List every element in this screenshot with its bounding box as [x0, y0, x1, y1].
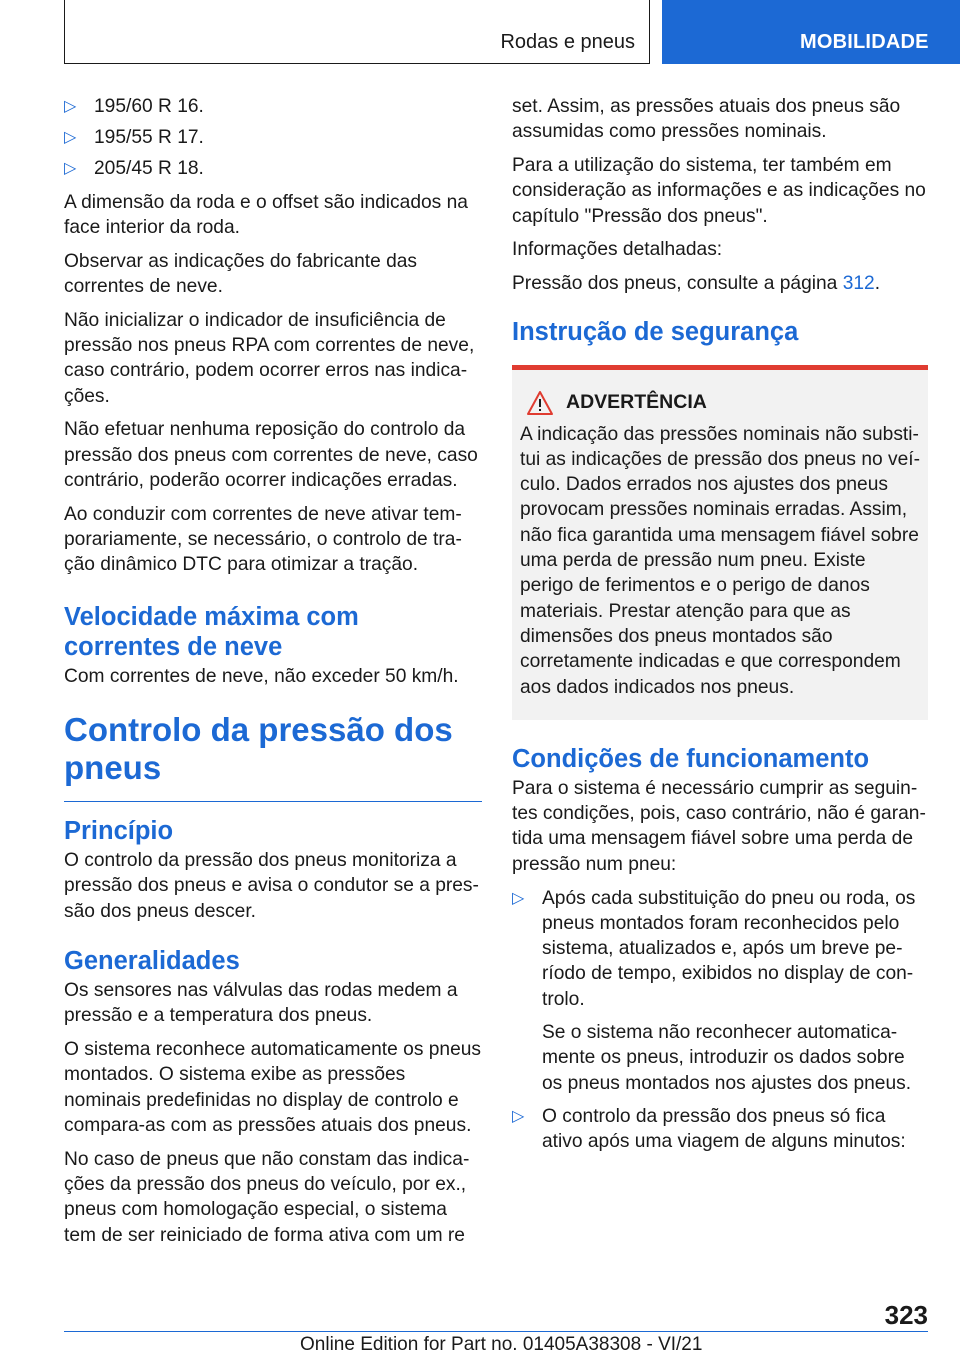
general-heading: Generalidades [64, 946, 240, 975]
paragraph: Não inicializar o indicador de insuficiência de pressão nos pneus RPA com correntes de neve, caso contrário, podem ocorrer erros nas indicações. [64, 309, 475, 407]
page-link[interactable]: 312 [842, 273, 875, 295]
paragraph: Os sensores nas válvulas das rodas medem a pressão e a temperatura dos pneus. [64, 979, 458, 1027]
paragraph: Para o sistema é necessário cumprir as seguintes condições, pois, caso contrário, não é garantida uma mensagem fiável sobre uma perda de pressão num pneu: [512, 777, 926, 875]
paragraph: Com correntes de neve, não exceder 50 km/h. [64, 665, 459, 687]
paragraph: Observar as indicações do fabricante das correntes de neve. [64, 250, 418, 297]
footer-divider [64, 1331, 928, 1332]
triangle-bullet-icon: ▷ [512, 889, 525, 907]
paragraph: Para a utilização do sistema, ter também em consideração as informações e as indicações no capítulo "Pressão dos pneus". [512, 155, 926, 227]
page-reference: Pressão dos pneus, consulte a página 312. [512, 273, 881, 295]
conditions-heading: Condições de funcionamento [512, 744, 870, 773]
main-section-heading: Controlo da pressão dos pneus [64, 711, 482, 802]
chapter-tab: MOBILIDADE [662, 0, 960, 64]
paragraph: Ao conduzir com correntes de neve ativar temporariamente, se necessário, o controlo de tração dinâmico DTC para otimizar a tração. [64, 503, 462, 576]
left-column [64, 94, 482, 1256]
safety-heading: Instrução de segurança [512, 317, 799, 346]
warning-text: A indicação das pressões nominais não substitui as indicações de pressão dos pneus no veículo. Dados errados nos ajustes dos pneus provocam pressões nominais erradas. Assim, não fica garantida uma mensagem fiável sobre uma perda de pressão num pneu. Existe perigo de ferimentos e o perigo de danos materiais. Prestar atenção para que as dimensões dos pneus montados são corretamente indicadas e que correspondem aos dados indicados nos pneus. [520, 423, 920, 698]
warning-box [512, 365, 928, 720]
section-title: Rodas e pneus [500, 31, 635, 53]
paragraph: set. Assim, as pressões atuais dos pneus são assumidas como pressões nominais. [512, 96, 901, 143]
list-item: ▷ O controlo da pressão dos pneus só fica ativo após uma viagem de alguns minutos: [512, 1105, 906, 1153]
page-number: 323 [884, 1300, 928, 1330]
tire-size-list [64, 94, 482, 181]
list-item: ▷ Após cada substituição do pneu ou roda, os pneus montados foram reconhecidos pelo sistema, atualizados e, após um breve período de tempo, exibidos no display de controlo. Se o sistema não reconhecer automaticamente os pneus, introduzir os dados sobre os pneus montados nos ajustes dos pneus. [512, 887, 916, 1094]
list-item: ▷ 205/45 R 18. [64, 156, 482, 181]
paragraph: O controlo da pressão dos pneus monitoriza a pressão dos pneus e avisa o condutor se a pressão dos pneus descer. [64, 850, 479, 922]
triangle-bullet-icon: ▷ [512, 1107, 525, 1125]
warning-label: ADVERTÊNCIA [566, 391, 707, 414]
paragraph: O sistema reconhece automaticamente os pneus montados. O sistema exibe as pressões nominais predefinidas no display de controlo e compara-as com as pressões atuais dos pneus. [64, 1039, 482, 1136]
triangle-bullet-icon: ▷ [64, 159, 77, 177]
list-item: ▷ 195/60 R 16. [64, 94, 482, 119]
paragraph: Não efetuar nenhuma reposição do controlo da pressão dos pneus com correntes de neve, caso contrário, poderão ocorrer indicações erradas. [64, 419, 478, 492]
conditions-list [512, 886, 928, 1155]
right-column [512, 94, 928, 1163]
principle-heading: Princípio [64, 817, 174, 846]
list-item: ▷ 195/55 R 17. [64, 125, 482, 150]
edition-text: Online Edition for Part no. 01405A38308 - VI/21 [300, 1334, 703, 1355]
warning-triangle-icon [526, 390, 554, 416]
triangle-bullet-icon: ▷ [64, 128, 77, 146]
triangle-bullet-icon: ▷ [64, 98, 77, 115]
section-header-box [64, 0, 650, 64]
paragraph: No caso de pneus que não constam das indicações da pressão dos pneus do veículo, por ex., pneus com homologação especial, o sistema tem de ser reiniciado de forma ativa com um re [64, 1148, 470, 1246]
speed-heading: Velocidade máxima com correntes de neve [64, 602, 359, 661]
paragraph: Informações detalhadas: [512, 239, 723, 261]
page-header [0, 0, 960, 66]
paragraph: A dimensão da roda e o offset são indicados na face interior da roda. [64, 191, 468, 238]
warning-title [526, 390, 920, 416]
